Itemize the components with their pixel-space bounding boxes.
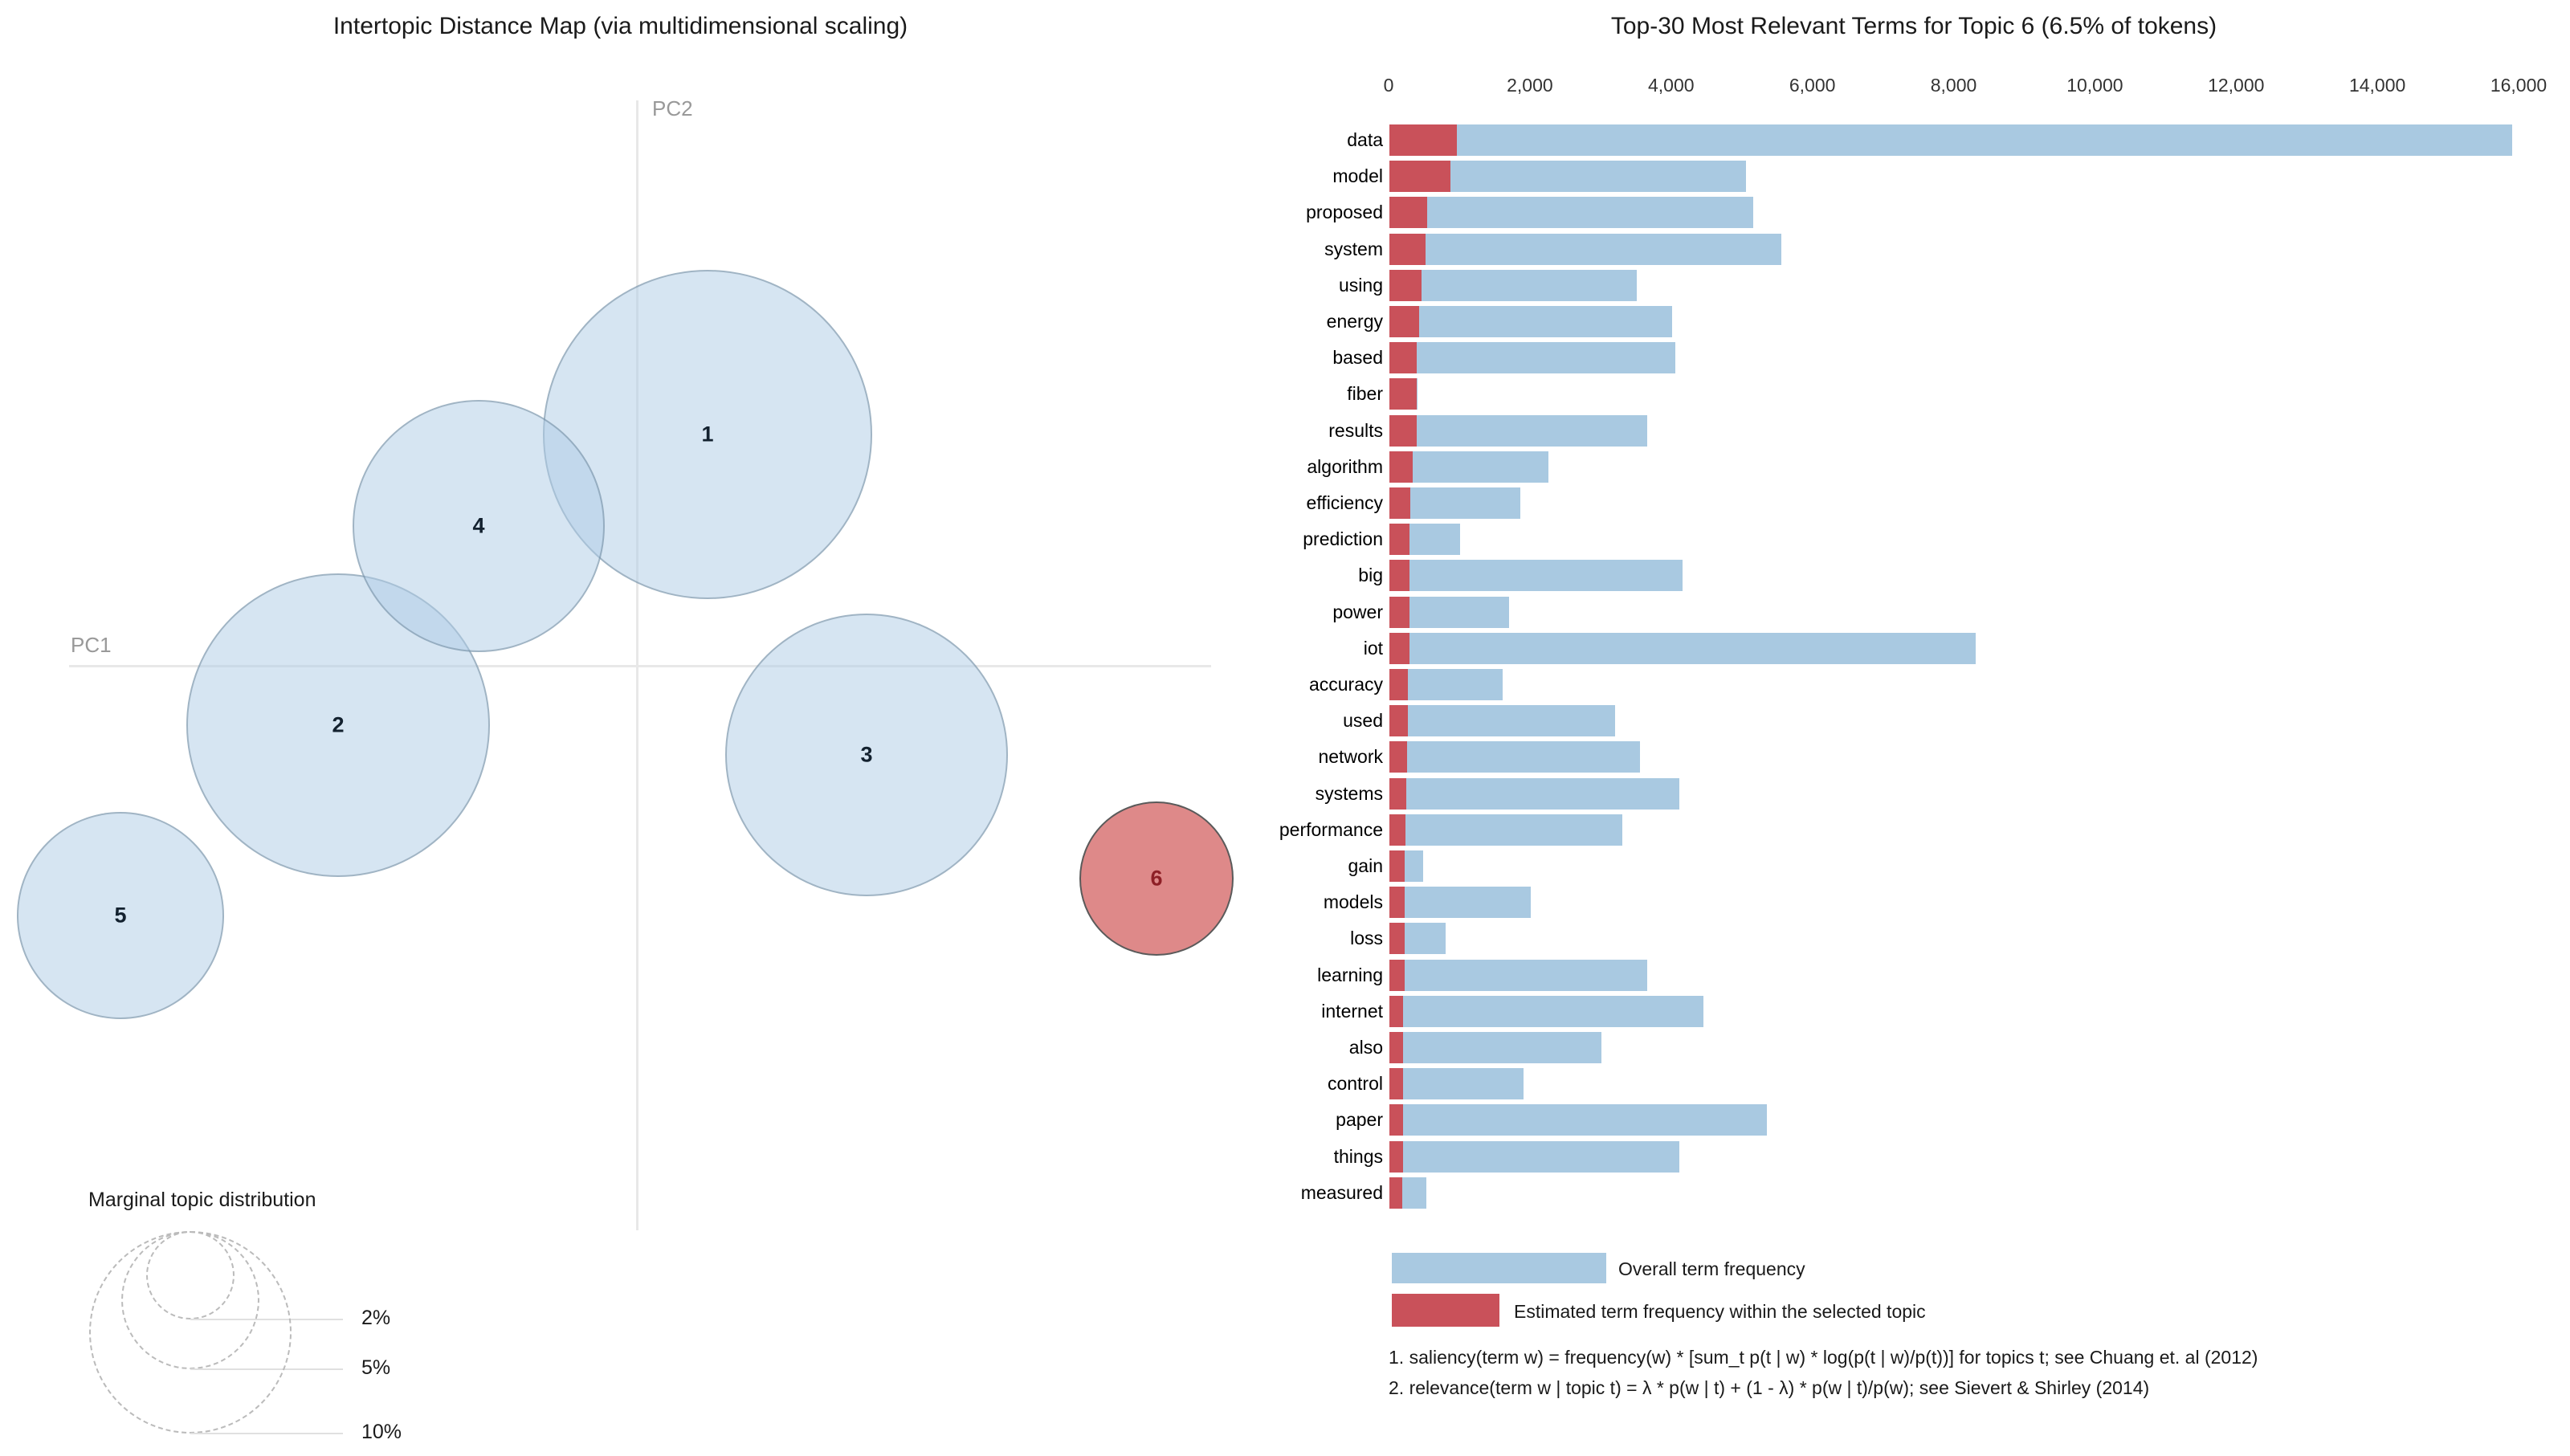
topic-circle-label-6: 6 xyxy=(1150,866,1163,891)
overall-frequency-bar-proposed[interactable] xyxy=(1389,197,1753,228)
overall-frequency-bar-systems[interactable] xyxy=(1389,778,1679,810)
term-label-performance[interactable]: performance xyxy=(1279,818,1383,840)
term-label-systems[interactable]: systems xyxy=(1315,782,1383,804)
topic-frequency-bar-paper[interactable] xyxy=(1389,1104,1403,1136)
marginal-size-label-10%: 10% xyxy=(361,1421,402,1443)
topic-circle-3[interactable] xyxy=(725,614,1008,896)
topic-frequency-bar-learning[interactable] xyxy=(1389,960,1405,991)
term-label-prediction[interactable]: prediction xyxy=(1303,528,1383,550)
topic-circle-label-5: 5 xyxy=(114,903,127,928)
marginal-size-label-2%: 2% xyxy=(361,1307,391,1329)
overall-frequency-bar-also[interactable] xyxy=(1389,1032,1601,1063)
overall-frequency-bar-used[interactable] xyxy=(1389,705,1615,736)
topic-frequency-bar-based[interactable] xyxy=(1389,342,1417,373)
topic-circle-label-1: 1 xyxy=(701,422,714,447)
term-label-big[interactable]: big xyxy=(1358,565,1383,586)
topic-circle-label-3: 3 xyxy=(860,742,873,767)
overall-frequency-bar-things[interactable] xyxy=(1389,1141,1679,1173)
term-label-model[interactable]: model xyxy=(1332,165,1383,187)
topic-frequency-bar-algorithm[interactable] xyxy=(1389,451,1413,483)
term-label-also[interactable]: also xyxy=(1348,1037,1383,1058)
topic-frequency-swatch xyxy=(1392,1294,1499,1327)
footnote-relevance: 2. relevance(term w | topic t) = λ * p(w | t) + (1 - λ) * p(w | t)/p(w); see Sievert & Shirley (2014) xyxy=(1389,1377,2150,1398)
term-label-learning[interactable]: learning xyxy=(1317,964,1383,985)
term-label-things[interactable]: things xyxy=(1333,1145,1383,1167)
topic-frequency-bar-gain[interactable] xyxy=(1389,850,1405,882)
overall-frequency-bar-performance[interactable] xyxy=(1389,814,1622,846)
topic-frequency-bar-also[interactable] xyxy=(1389,1032,1403,1063)
topic-frequency-bar-loss[interactable] xyxy=(1389,923,1405,954)
overall-frequency-bar-based[interactable] xyxy=(1389,342,1675,373)
topic-frequency-bar-used[interactable] xyxy=(1389,705,1408,736)
topic-frequency-bar-energy[interactable] xyxy=(1389,306,1419,337)
term-label-iot[interactable]: iot xyxy=(1363,637,1383,659)
topic-frequency-bar-control[interactable] xyxy=(1389,1068,1403,1099)
topic-frequency-bar-prediction[interactable] xyxy=(1389,524,1409,555)
topic-frequency-bar-big[interactable] xyxy=(1389,560,1409,591)
overall-frequency-bar-using[interactable] xyxy=(1389,270,1637,301)
topic-circle-4[interactable] xyxy=(353,400,605,652)
overall-frequency-bar-results[interactable] xyxy=(1389,415,1647,447)
overall-frequency-bar-algorithm[interactable] xyxy=(1389,451,1548,483)
topic-frequency-bar-accuracy[interactable] xyxy=(1389,669,1408,700)
overall-frequency-bar-paper[interactable] xyxy=(1389,1104,1767,1136)
overall-frequency-bar-control[interactable] xyxy=(1389,1068,1524,1099)
term-label-proposed[interactable]: proposed xyxy=(1306,202,1383,223)
pc1-axis-label: PC1 xyxy=(71,633,112,657)
term-label-algorithm[interactable]: algorithm xyxy=(1307,455,1383,477)
x-tick-12000: 12,000 xyxy=(2208,75,2265,96)
overall-frequency-swatch xyxy=(1392,1253,1606,1283)
x-tick-0: 0 xyxy=(1383,75,1394,96)
overall-frequency-bar-energy[interactable] xyxy=(1389,306,1672,337)
term-label-results[interactable]: results xyxy=(1328,419,1383,441)
term-label-data[interactable]: data xyxy=(1347,129,1383,150)
overall-frequency-bar-data[interactable] xyxy=(1389,124,2512,156)
topic-frequency-bar-models[interactable] xyxy=(1389,887,1405,918)
topic-frequency-bar-performance[interactable] xyxy=(1389,814,1405,846)
overall-frequency-bar-big[interactable] xyxy=(1389,560,1683,591)
topic-frequency-bar-systems[interactable] xyxy=(1389,778,1406,810)
term-label-control[interactable]: control xyxy=(1327,1073,1383,1095)
topic-frequency-bar-using[interactable] xyxy=(1389,270,1422,301)
term-label-fiber[interactable]: fiber xyxy=(1347,383,1383,405)
overall-frequency-bar-models[interactable] xyxy=(1389,887,1531,918)
marginal-size-leader-line xyxy=(190,1433,343,1434)
topic-frequency-bar-fiber[interactable] xyxy=(1389,378,1417,410)
pc2-axis-label: PC2 xyxy=(652,96,693,120)
topic-circle-5[interactable] xyxy=(17,812,224,1019)
overall-frequency-label: Overall term frequency xyxy=(1618,1258,1805,1279)
term-label-models[interactable]: models xyxy=(1323,891,1383,913)
x-tick-14000: 14,000 xyxy=(2348,75,2406,96)
topic-frequency-bar-efficiency[interactable] xyxy=(1389,487,1410,519)
topic-frequency-bar-iot[interactable] xyxy=(1389,633,1409,664)
topic-frequency-bar-data[interactable] xyxy=(1389,124,1457,156)
x-tick-6000: 6,000 xyxy=(1789,75,1836,96)
marginal-size-label-5%: 5% xyxy=(361,1356,391,1379)
marginal-size-circle-10% xyxy=(89,1231,292,1434)
term-label-power[interactable]: power xyxy=(1332,601,1383,622)
topic-frequency-bar-model[interactable] xyxy=(1389,161,1450,192)
term-label-paper[interactable]: paper xyxy=(1336,1109,1383,1131)
term-label-loss[interactable]: loss xyxy=(1350,928,1383,949)
x-tick-16000: 16,000 xyxy=(2490,75,2548,96)
topic-frequency-bar-measured[interactable] xyxy=(1389,1177,1402,1209)
x-tick-10000: 10,000 xyxy=(2066,75,2123,96)
topic-circle-label-2: 2 xyxy=(332,712,345,737)
term-label-accuracy[interactable]: accuracy xyxy=(1308,674,1383,695)
map-title: Intertopic Distance Map (via multidimensional scaling) xyxy=(332,13,908,39)
marginal-legend-title: Marginal topic distribution xyxy=(88,1189,316,1211)
term-label-using[interactable]: using xyxy=(1339,274,1383,296)
x-tick-2000: 2,000 xyxy=(1507,75,1553,96)
topic-frequency-bar-things[interactable] xyxy=(1389,1141,1403,1173)
topic-frequency-bar-results[interactable] xyxy=(1389,415,1417,447)
term-label-energy[interactable]: energy xyxy=(1326,311,1383,332)
term-label-gain[interactable]: gain xyxy=(1348,855,1383,876)
topic-circle-label-4: 4 xyxy=(472,513,485,538)
term-label-internet[interactable]: internet xyxy=(1321,1000,1383,1022)
overall-frequency-bar-learning[interactable] xyxy=(1389,960,1647,991)
barchart-title: Top-30 Most Relevant Terms for Topic 6 (6.5% of tokens) xyxy=(1610,13,2217,39)
overall-frequency-bar-internet[interactable] xyxy=(1389,996,1703,1027)
topic-frequency-bar-internet[interactable] xyxy=(1389,996,1403,1027)
term-label-efficiency[interactable]: efficiency xyxy=(1306,492,1383,513)
x-tick-4000: 4,000 xyxy=(1647,75,1695,96)
topic-frequency-label: Estimated term frequency within the selected topic xyxy=(1514,1301,1926,1322)
term-label-based[interactable]: based xyxy=(1332,347,1383,369)
topic-frequency-bar-proposed[interactable] xyxy=(1389,197,1427,228)
x-tick-8000: 8,000 xyxy=(1930,75,1977,96)
term-label-measured[interactable]: measured xyxy=(1300,1181,1383,1203)
term-label-used[interactable]: used xyxy=(1343,710,1383,732)
topic-frequency-bar-system[interactable] xyxy=(1389,234,1426,265)
overall-frequency-bar-system[interactable] xyxy=(1389,234,1781,265)
footnote-saliency: 1. saliency(term w) = frequency(w) * [sum_t p(t | w) * log(p(t | w)/p(t))] for topics t; see Chuang et. al (2012) xyxy=(1389,1347,2258,1368)
topic-frequency-bar-network[interactable] xyxy=(1389,741,1407,773)
overall-frequency-bar-network[interactable] xyxy=(1389,741,1640,773)
term-label-system[interactable]: system xyxy=(1324,238,1383,259)
topic-frequency-bar-power[interactable] xyxy=(1389,597,1409,628)
overall-frequency-bar-iot[interactable] xyxy=(1389,633,1976,664)
term-label-network[interactable]: network xyxy=(1318,746,1383,768)
